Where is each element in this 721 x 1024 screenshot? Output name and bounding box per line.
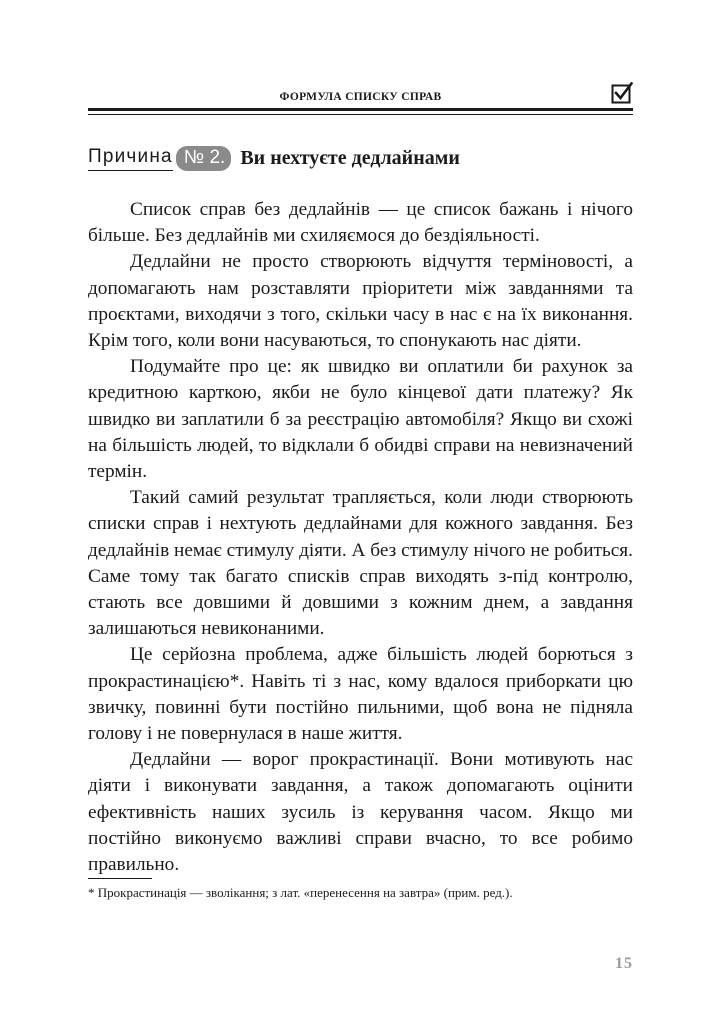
paragraph: Такий самий результат трапляється, коли люди створюють списки справ і нехтують дедлайнами для кожного завдання. Без дедлайнів немає стимулу діяти. А без стимулу нічого не робиться. Саме тому так багато списків справ виходять з-під контролю, стають все довшими й довшими з кожним днем, а завдання залишаються невиконаними.: [88, 487, 633, 640]
section-title: [88, 143, 460, 173]
footnote-divider: [88, 878, 152, 879]
section-label: Причина: [88, 146, 173, 171]
section-heading: Ви нехтуєте дедлайнами: [240, 146, 460, 169]
paragraph: Це серйозна проблема, адже більшість людей борються з прокрастинацією*. Навіть ті з нас, кому вдалося приборкати цю звичку, повинні бути постійно пильними, щоб вона не підняла голову і не повернулася в наше життя.: [88, 644, 633, 745]
running-header-title: ФОРМУЛА СПИСКУ СПРАВ: [279, 91, 442, 103]
paragraph: Дедлайни не просто створюють відчуття терміновості, а допомагають нам розставляти пріоритети між завданнями та проєктами, виходячи з того, скільки часу в нас є на їх виконання. Крім того, коли вони насуваються, то спонукають нас діяти.: [88, 251, 633, 352]
header-rule-thick: [88, 108, 633, 111]
body-text: [88, 197, 633, 878]
section-number-badge: № 2.: [176, 146, 232, 171]
footnote: * Прокрастинація — зволікання; з лат. «перенесення на завтра» (прим. ред.).: [88, 885, 513, 900]
page-number: 15: [615, 955, 633, 972]
checked-box-icon: [611, 82, 633, 104]
paragraph: Список справ без дедлайнів — це список бажань і нічого більше. Без дедлайнів ми схиляємося до бездіяльності.: [88, 199, 633, 247]
paragraph: Подумайте про це: як швидко ви оплатили би рахунок за кредитною карткою, якби не було кінцевої дати платежу? Як швидко ви заплатили б за реєстрацію автомобіля? Якщо ви схожі на більшість людей, то відклали б обидві справи на невизначений термін.: [88, 356, 633, 483]
paragraph: Дедлайни — ворог прокрастинації. Вони мотивують нас діяти і виконувати завдання, а також допомагають оцінити ефективність наших зусиль із керування часом. Якщо ми постійно виконуємо важливі справи вчасно, то все робимо правильно.: [88, 749, 633, 876]
header-rule-thin: [88, 114, 633, 115]
